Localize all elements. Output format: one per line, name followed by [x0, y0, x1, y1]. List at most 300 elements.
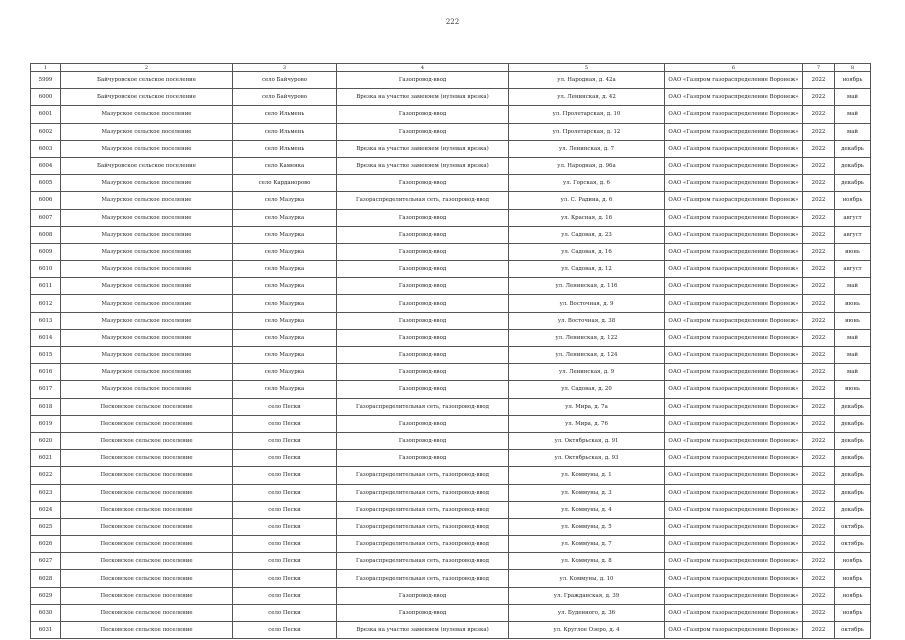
year-cell: 2022: [803, 157, 835, 174]
row-number-cell: 6025: [31, 518, 61, 535]
year-cell: 2022: [803, 243, 835, 260]
year-cell: 2022: [803, 329, 835, 346]
month-cell: май: [835, 278, 871, 295]
settlement-cell: Мазурское сельское поселение: [61, 381, 233, 398]
month-cell: ноябрь: [835, 553, 871, 570]
organization-cell: ОАО «Газпром газораспределение Воронеж»: [665, 553, 803, 570]
settlement-cell: Мазурское сельское поселение: [61, 123, 233, 140]
organization-cell: ОАО «Газпром газораспределение Воронеж»: [665, 347, 803, 364]
year-cell: 2022: [803, 604, 835, 621]
table-row: [31, 518, 871, 535]
year-cell: 2022: [803, 226, 835, 243]
year-cell: 2022: [803, 450, 835, 467]
month-cell: ноябрь: [835, 72, 871, 89]
locality-cell: село Пески: [233, 501, 337, 518]
settlement-cell: Песковское сельское поселение: [61, 467, 233, 484]
locality-cell: село Мазурка: [233, 329, 337, 346]
locality-cell: село Пески: [233, 450, 337, 467]
organization-cell: ОАО «Газпром газораспределение Воронеж»: [665, 484, 803, 501]
year-cell: 2022: [803, 587, 835, 604]
row-number-cell: 6005: [31, 175, 61, 192]
address-cell: ул. Пролетарская, д. 10: [509, 106, 665, 123]
month-cell: декабрь: [835, 432, 871, 449]
month-cell: декабрь: [835, 501, 871, 518]
month-cell: ноябрь: [835, 570, 871, 587]
table-row: [31, 106, 871, 123]
table-row: [31, 587, 871, 604]
table-row: [31, 501, 871, 518]
locality-cell: село Пески: [233, 432, 337, 449]
month-cell: май: [835, 89, 871, 106]
locality-cell: село Мазурка: [233, 364, 337, 381]
table-row: [31, 329, 871, 346]
organization-cell: ОАО «Газпром газораспределение Воронеж»: [665, 295, 803, 312]
locality-cell: село Мазурка: [233, 295, 337, 312]
settlement-cell: Мазурское сельское поселение: [61, 329, 233, 346]
year-cell: 2022: [803, 622, 835, 639]
month-cell: декабрь: [835, 450, 871, 467]
organization-cell: ОАО «Газпром газораспределение Воронеж»: [665, 501, 803, 518]
work-type-cell: Газопровод-ввод: [337, 278, 509, 295]
table-row: [31, 553, 871, 570]
year-cell: 2022: [803, 381, 835, 398]
locality-cell: село Пески: [233, 484, 337, 501]
row-number-cell: 6003: [31, 140, 61, 157]
address-cell: ул. Садовая, д. 23: [509, 226, 665, 243]
work-type-cell: Газораспределительная сеть, газопровод-ввод: [337, 553, 509, 570]
month-cell: декабрь: [835, 467, 871, 484]
address-cell: ул. Коммуны, д. 5: [509, 518, 665, 535]
locality-cell: село Ильмень: [233, 106, 337, 123]
organization-cell: ОАО «Газпром газораспределение Воронеж»: [665, 175, 803, 192]
address-cell: ул. Гражданская, д. 39: [509, 587, 665, 604]
month-cell: июнь: [835, 381, 871, 398]
organization-cell: ОАО «Газпром газораспределение Воронеж»: [665, 604, 803, 621]
settlement-cell: Мазурское сельское поселение: [61, 261, 233, 278]
locality-cell: село Карданорово: [233, 175, 337, 192]
locality-cell: село Ильмень: [233, 140, 337, 157]
month-cell: май: [835, 329, 871, 346]
year-cell: 2022: [803, 553, 835, 570]
work-type-cell: Газопровод-ввод: [337, 261, 509, 278]
column-header-3: 3: [233, 64, 337, 72]
organization-cell: ОАО «Газпром газораспределение Воронеж»: [665, 243, 803, 260]
page-number: 222: [445, 18, 460, 26]
settlement-cell: Песковское сельское поселение: [61, 450, 233, 467]
table-row: [31, 467, 871, 484]
work-type-cell: Газопровод-ввод: [337, 329, 509, 346]
address-cell: ул. Мира, д. 7а: [509, 398, 665, 415]
locality-cell: село Мазурка: [233, 226, 337, 243]
work-type-cell: Газораспределительная сеть, газопровод-ввод: [337, 398, 509, 415]
table-row: [31, 243, 871, 260]
year-cell: 2022: [803, 175, 835, 192]
table-row: [31, 312, 871, 329]
row-number-cell: 6014: [31, 329, 61, 346]
settlement-cell: Песковское сельское поселение: [61, 553, 233, 570]
settlement-cell: Мазурское сельское поселение: [61, 175, 233, 192]
address-cell: ул. Красная, д. 16: [509, 209, 665, 226]
work-type-cell: Газопровод-ввод: [337, 587, 509, 604]
organization-cell: ОАО «Газпром газораспределение Воронеж»: [665, 364, 803, 381]
work-type-cell: Газопровод-ввод: [337, 312, 509, 329]
address-cell: ул. Садовая, д. 12: [509, 261, 665, 278]
work-type-cell: Врезка на участке заменяем (нулевая врезка): [337, 622, 509, 639]
month-cell: октябрь: [835, 622, 871, 639]
column-header-7: 7: [803, 64, 835, 72]
work-type-cell: Газораспределительная сеть, газопровод-ввод: [337, 536, 509, 553]
address-cell: ул. Коммуны, д. 1: [509, 467, 665, 484]
address-cell: ул. Ленинская, д. 116: [509, 278, 665, 295]
settlement-cell: Песковское сельское поселение: [61, 536, 233, 553]
settlement-cell: Мазурское сельское поселение: [61, 226, 233, 243]
column-header-1: 1: [31, 64, 61, 72]
organization-cell: ОАО «Газпром газораспределение Воронеж»: [665, 89, 803, 106]
organization-cell: ОАО «Газпром газораспределение Воронеж»: [665, 467, 803, 484]
row-number-cell: 6017: [31, 381, 61, 398]
locality-cell: село Пески: [233, 536, 337, 553]
year-cell: 2022: [803, 364, 835, 381]
row-number-cell: 6028: [31, 570, 61, 587]
month-cell: декабрь: [835, 484, 871, 501]
row-number-cell: 6006: [31, 192, 61, 209]
table-row: [31, 415, 871, 432]
organization-cell: ОАО «Газпром газораспределение Воронеж»: [665, 278, 803, 295]
year-cell: 2022: [803, 347, 835, 364]
work-type-cell: Газопровод-ввод: [337, 364, 509, 381]
row-number-cell: 5999: [31, 72, 61, 89]
table-row: [31, 261, 871, 278]
work-type-cell: Газопровод-ввод: [337, 72, 509, 89]
settlement-cell: Мазурское сельское поселение: [61, 364, 233, 381]
address-cell: ул. Буденного, д. 36: [509, 604, 665, 621]
locality-cell: село Каменка: [233, 157, 337, 174]
row-number-cell: 6018: [31, 398, 61, 415]
row-number-cell: 6000: [31, 89, 61, 106]
address-cell: ул. Коммуны, д. 7: [509, 536, 665, 553]
row-number-cell: 6004: [31, 157, 61, 174]
month-cell: ноябрь: [835, 604, 871, 621]
row-number-cell: 6001: [31, 106, 61, 123]
settlement-cell: Песковское сельское поселение: [61, 570, 233, 587]
row-number-cell: 6031: [31, 622, 61, 639]
settlement-cell: Песковское сельское поселение: [61, 432, 233, 449]
address-cell: ул. Ленинская, д. 42: [509, 89, 665, 106]
address-cell: ул. Октябрьская, д. 91: [509, 432, 665, 449]
organization-cell: ОАО «Газпром газораспределение Воронеж»: [665, 536, 803, 553]
locality-cell: село Байчурово: [233, 89, 337, 106]
address-cell: ул. Круглое Озеро, д. 4: [509, 622, 665, 639]
locality-cell: село Пески: [233, 570, 337, 587]
table-row: [31, 295, 871, 312]
settlement-cell: Мазурское сельское поселение: [61, 243, 233, 260]
month-cell: декабрь: [835, 398, 871, 415]
year-cell: 2022: [803, 536, 835, 553]
table-row: [31, 157, 871, 174]
month-cell: декабрь: [835, 415, 871, 432]
year-cell: 2022: [803, 415, 835, 432]
organization-cell: ОАО «Газпром газораспределение Воронеж»: [665, 72, 803, 89]
column-header-8: 8: [835, 64, 871, 72]
work-type-cell: Газораспределительная сеть, газопровод-ввод: [337, 467, 509, 484]
address-cell: ул. Восточная, д. 9: [509, 295, 665, 312]
table-row: [31, 536, 871, 553]
settlement-cell: Мазурское сельское поселение: [61, 312, 233, 329]
address-cell: ул. Пролетарская, д. 12: [509, 123, 665, 140]
work-type-cell: Газопровод-ввод: [337, 381, 509, 398]
work-type-cell: Газораспределительная сеть, газопровод-ввод: [337, 484, 509, 501]
month-cell: июнь: [835, 312, 871, 329]
column-header-5: 5: [509, 64, 665, 72]
year-cell: 2022: [803, 295, 835, 312]
table-row: [31, 450, 871, 467]
table-row: [31, 140, 871, 157]
row-number-cell: 6002: [31, 123, 61, 140]
work-type-cell: Газопровод-ввод: [337, 604, 509, 621]
table-row: [31, 175, 871, 192]
organization-cell: ОАО «Газпром газораспределение Воронеж»: [665, 518, 803, 535]
settlement-cell: Песковское сельское поселение: [61, 587, 233, 604]
year-cell: 2022: [803, 89, 835, 106]
gas-registry-table: [30, 63, 871, 639]
year-cell: 2022: [803, 432, 835, 449]
month-cell: ноябрь: [835, 192, 871, 209]
locality-cell: село Мазурка: [233, 278, 337, 295]
address-cell: ул. Коммуны, д. 8: [509, 553, 665, 570]
year-cell: 2022: [803, 501, 835, 518]
address-cell: ул. Садовая, д. 20: [509, 381, 665, 398]
month-cell: август: [835, 261, 871, 278]
table-row: [31, 347, 871, 364]
organization-cell: ОАО «Газпром газораспределение Воронеж»: [665, 312, 803, 329]
table-row: [31, 192, 871, 209]
organization-cell: ОАО «Газпром газораспределение Воронеж»: [665, 587, 803, 604]
row-number-cell: 6027: [31, 553, 61, 570]
work-type-cell: Газопровод-ввод: [337, 106, 509, 123]
locality-cell: село Пески: [233, 415, 337, 432]
table-row: [31, 278, 871, 295]
address-cell: ул. Горская, д. 6: [509, 175, 665, 192]
row-number-cell: 6030: [31, 604, 61, 621]
settlement-cell: Байчуровское сельское поселение: [61, 72, 233, 89]
year-cell: 2022: [803, 518, 835, 535]
locality-cell: село Мазурка: [233, 209, 337, 226]
address-cell: ул. Восточная, д. 38: [509, 312, 665, 329]
row-number-cell: 6013: [31, 312, 61, 329]
table-row: [31, 226, 871, 243]
work-type-cell: Врезка на участке заменяем (нулевая врезка): [337, 140, 509, 157]
year-cell: 2022: [803, 467, 835, 484]
locality-cell: село Пески: [233, 587, 337, 604]
table-row: [31, 604, 871, 621]
organization-cell: ОАО «Газпром газораспределение Воронеж»: [665, 209, 803, 226]
month-cell: июнь: [835, 295, 871, 312]
organization-cell: ОАО «Газпром газораспределение Воронеж»: [665, 140, 803, 157]
table-row: [31, 398, 871, 415]
settlement-cell: Песковское сельское поселение: [61, 622, 233, 639]
year-cell: 2022: [803, 106, 835, 123]
address-cell: ул. Ленинская, д. 9: [509, 364, 665, 381]
table-row: [31, 432, 871, 449]
work-type-cell: Газораспределительная сеть, газопровод-ввод: [337, 570, 509, 587]
work-type-cell: Газопровод-ввод: [337, 209, 509, 226]
column-header-2: 2: [61, 64, 233, 72]
work-type-cell: Газопровод-ввод: [337, 226, 509, 243]
row-number-cell: 6010: [31, 261, 61, 278]
settlement-cell: Песковское сельское поселение: [61, 415, 233, 432]
year-cell: 2022: [803, 484, 835, 501]
table-body: [31, 64, 871, 639]
locality-cell: село Мазурка: [233, 192, 337, 209]
row-number-cell: 6029: [31, 587, 61, 604]
work-type-cell: Газопровод-ввод: [337, 432, 509, 449]
year-cell: 2022: [803, 123, 835, 140]
table-row: [31, 622, 871, 639]
locality-cell: село Пески: [233, 604, 337, 621]
year-cell: 2022: [803, 261, 835, 278]
row-number-cell: 6019: [31, 415, 61, 432]
column-header-6: 6: [665, 64, 803, 72]
table-row: [31, 123, 871, 140]
row-number-cell: 6023: [31, 484, 61, 501]
year-cell: 2022: [803, 140, 835, 157]
organization-cell: ОАО «Газпром газораспределение Воронеж»: [665, 123, 803, 140]
locality-cell: село Пески: [233, 518, 337, 535]
settlement-cell: Байчуровское сельское поселение: [61, 89, 233, 106]
address-cell: ул. Коммуны, д. 3: [509, 484, 665, 501]
locality-cell: село Ильмень: [233, 123, 337, 140]
month-cell: май: [835, 347, 871, 364]
month-cell: август: [835, 226, 871, 243]
work-type-cell: Газопровод-ввод: [337, 243, 509, 260]
organization-cell: ОАО «Газпром газораспределение Воронеж»: [665, 157, 803, 174]
table-row: [31, 72, 871, 89]
row-number-cell: 6020: [31, 432, 61, 449]
locality-cell: село Пески: [233, 467, 337, 484]
year-cell: 2022: [803, 209, 835, 226]
organization-cell: ОАО «Газпром газораспределение Воронеж»: [665, 329, 803, 346]
work-type-cell: Газопровод-ввод: [337, 450, 509, 467]
row-number-cell: 6016: [31, 364, 61, 381]
settlement-cell: Мазурское сельское поселение: [61, 278, 233, 295]
work-type-cell: Газопровод-ввод: [337, 347, 509, 364]
month-cell: май: [835, 106, 871, 123]
work-type-cell: Газораспределительная сеть, газопровод-ввод: [337, 501, 509, 518]
settlement-cell: Песковское сельское поселение: [61, 484, 233, 501]
organization-cell: ОАО «Газпром газораспределение Воронеж»: [665, 381, 803, 398]
address-cell: ул. Коммуны, д. 4: [509, 501, 665, 518]
table-row: [31, 381, 871, 398]
settlement-cell: Мазурское сельское поселение: [61, 295, 233, 312]
table-row: [31, 364, 871, 381]
locality-cell: село Мазурка: [233, 312, 337, 329]
locality-cell: село Пески: [233, 398, 337, 415]
address-cell: ул. Коммуны, д. 10: [509, 570, 665, 587]
locality-cell: село Пески: [233, 622, 337, 639]
locality-cell: село Пески: [233, 553, 337, 570]
settlement-cell: Песковское сельское поселение: [61, 398, 233, 415]
settlement-cell: Мазурское сельское поселение: [61, 106, 233, 123]
work-type-cell: Газопровод-ввод: [337, 415, 509, 432]
column-number-row: [31, 64, 871, 72]
work-type-cell: Газопровод-ввод: [337, 123, 509, 140]
row-number-cell: 6012: [31, 295, 61, 312]
organization-cell: ОАО «Газпром газораспределение Воронеж»: [665, 450, 803, 467]
work-type-cell: Газопровод-ввод: [337, 295, 509, 312]
organization-cell: ОАО «Газпром газораспределение Воронеж»: [665, 432, 803, 449]
month-cell: май: [835, 123, 871, 140]
address-cell: ул. Ленинская, д. 7: [509, 140, 665, 157]
column-header-4: 4: [337, 64, 509, 72]
month-cell: декабрь: [835, 157, 871, 174]
table-row: [31, 570, 871, 587]
locality-cell: село Мазурка: [233, 243, 337, 260]
row-number-cell: 6011: [31, 278, 61, 295]
month-cell: октябрь: [835, 518, 871, 535]
table-row: [31, 484, 871, 501]
work-type-cell: Газопровод-ввод: [337, 175, 509, 192]
settlement-cell: Мазурское сельское поселение: [61, 140, 233, 157]
locality-cell: село Мазурка: [233, 261, 337, 278]
year-cell: 2022: [803, 312, 835, 329]
row-number-cell: 6008: [31, 226, 61, 243]
work-type-cell: Врезка на участке заменяем (нулевая врезка): [337, 157, 509, 174]
address-cell: ул. С. Радина, д. 6: [509, 192, 665, 209]
settlement-cell: Мазурское сельское поселение: [61, 347, 233, 364]
row-number-cell: 6007: [31, 209, 61, 226]
month-cell: декабрь: [835, 140, 871, 157]
month-cell: май: [835, 364, 871, 381]
settlement-cell: Песковское сельское поселение: [61, 501, 233, 518]
organization-cell: ОАО «Газпром газораспределение Воронеж»: [665, 192, 803, 209]
organization-cell: ОАО «Газпром газораспределение Воронеж»: [665, 415, 803, 432]
row-number-cell: 6022: [31, 467, 61, 484]
row-number-cell: 6024: [31, 501, 61, 518]
year-cell: 2022: [803, 278, 835, 295]
month-cell: ноябрь: [835, 587, 871, 604]
work-type-cell: Врезка на участке заменяем (нулевая врезка): [337, 89, 509, 106]
settlement-cell: Мазурское сельское поселение: [61, 192, 233, 209]
month-cell: июнь: [835, 243, 871, 260]
row-number-cell: 6009: [31, 243, 61, 260]
organization-cell: ОАО «Газпром газораспределение Воронеж»: [665, 398, 803, 415]
table-row: [31, 89, 871, 106]
organization-cell: ОАО «Газпром газораспределение Воронеж»: [665, 622, 803, 639]
year-cell: 2022: [803, 72, 835, 89]
settlement-cell: Песковское сельское поселение: [61, 604, 233, 621]
year-cell: 2022: [803, 570, 835, 587]
locality-cell: село Мазурка: [233, 347, 337, 364]
organization-cell: ОАО «Газпром газораспределение Воронеж»: [665, 570, 803, 587]
address-cell: ул. Народная, д. 42а: [509, 72, 665, 89]
address-cell: ул. Ленинская, д. 124: [509, 347, 665, 364]
year-cell: 2022: [803, 398, 835, 415]
row-number-cell: 6021: [31, 450, 61, 467]
address-cell: ул. Народная, д. 96а: [509, 157, 665, 174]
year-cell: 2022: [803, 192, 835, 209]
address-cell: ул. Мира, д. 76: [509, 415, 665, 432]
address-cell: ул. Садовая, д. 16: [509, 243, 665, 260]
organization-cell: ОАО «Газпром газораспределение Воронеж»: [665, 226, 803, 243]
work-type-cell: Газораспределительная сеть, газопровод-ввод: [337, 192, 509, 209]
month-cell: октябрь: [835, 536, 871, 553]
work-type-cell: Газораспределительная сеть, газопровод-ввод: [337, 518, 509, 535]
month-cell: август: [835, 209, 871, 226]
locality-cell: село Байчурово: [233, 72, 337, 89]
settlement-cell: Байчуровское сельское поселение: [61, 157, 233, 174]
address-cell: ул. Октябрьская, д. 93: [509, 450, 665, 467]
locality-cell: село Мазурка: [233, 381, 337, 398]
